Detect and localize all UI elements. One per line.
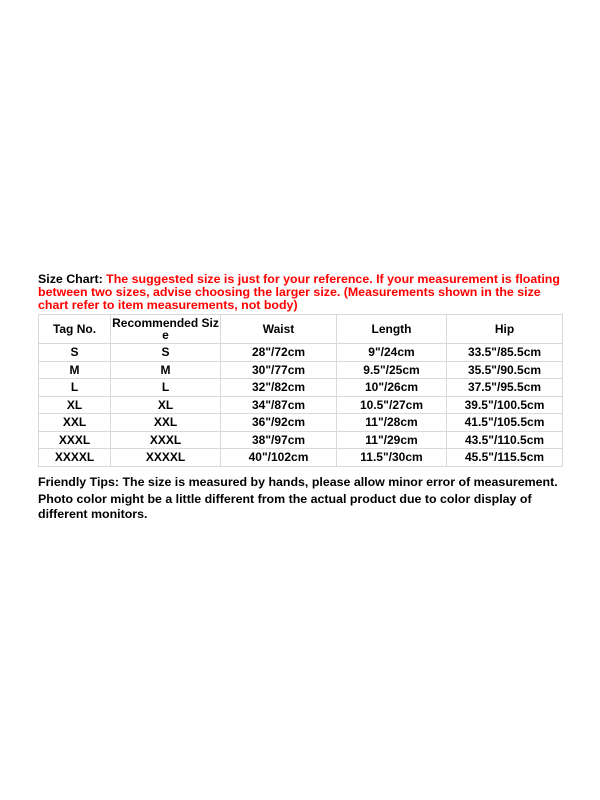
table-row <box>39 344 563 362</box>
size-chart-note: The suggested size is just for your reference. If your measurement is floating between two sizes, advise choosing the larger size. (Measurements shown in the size chart refer to item measurements, not body) <box>38 272 560 312</box>
table-row <box>39 396 563 414</box>
cell-tag-no: XXL <box>39 414 111 432</box>
header-recommended-size: Recommended Size <box>112 316 219 342</box>
cell-recommended-size: XXXXL <box>111 449 221 467</box>
size-table <box>38 314 563 467</box>
photo-color-note: Photo color might be a little different from the actual product due to color display of different monitors. <box>38 492 532 521</box>
cell-length: 11.5"/30cm <box>337 449 447 467</box>
header-length: Length <box>337 315 447 344</box>
cell-tag-no: S <box>39 344 111 362</box>
header-hip: Hip <box>447 315 563 344</box>
cell-length: 10.5"/27cm <box>337 396 447 414</box>
table-row <box>39 449 563 467</box>
cell-recommended-size: L <box>111 379 221 397</box>
cell-recommended-size: XXXL <box>111 431 221 449</box>
cell-tag-no: XXXXL <box>39 449 111 467</box>
cell-hip: 35.5"/90.5cm <box>447 361 563 379</box>
cell-recommended-size: XL <box>111 396 221 414</box>
cell-waist: 34"/87cm <box>221 396 337 414</box>
table-row <box>39 414 563 432</box>
cell-recommended-size: M <box>111 361 221 379</box>
friendly-tips: Friendly Tips: The size is measured by hands, please allow minor error of measurement. <box>38 474 558 489</box>
cell-tag-no: L <box>39 379 111 397</box>
cell-waist: 38"/97cm <box>221 431 337 449</box>
tips-section <box>38 475 562 522</box>
cell-length: 11"/28cm <box>337 414 447 432</box>
cell-recommended-size: S <box>111 344 221 362</box>
size-chart-intro <box>38 273 562 312</box>
cell-length: 11"/29cm <box>337 431 447 449</box>
cell-length: 9.5"/25cm <box>337 361 447 379</box>
cell-tag-no: XL <box>39 396 111 414</box>
table-row <box>39 431 563 449</box>
cell-waist: 40"/102cm <box>221 449 337 467</box>
size-chart-label: Size Chart: <box>38 272 107 286</box>
table-row <box>39 361 563 379</box>
cell-hip: 39.5"/100.5cm <box>447 396 563 414</box>
cell-length: 9"/24cm <box>337 344 447 362</box>
cell-tag-no: XXXL <box>39 431 111 449</box>
cell-tag-no: M <box>39 361 111 379</box>
header-waist: Waist <box>221 315 337 344</box>
cell-hip: 43.5"/110.5cm <box>447 431 563 449</box>
cell-hip: 37.5"/95.5cm <box>447 379 563 397</box>
cell-waist: 32"/82cm <box>221 379 337 397</box>
table-header-row <box>39 315 563 344</box>
cell-length: 10"/26cm <box>337 379 447 397</box>
cell-hip: 45.5"/115.5cm <box>447 449 563 467</box>
cell-waist: 36"/92cm <box>221 414 337 432</box>
size-chart-section <box>38 273 562 524</box>
table-row <box>39 379 563 397</box>
cell-hip: 41.5"/105.5cm <box>447 414 563 432</box>
cell-waist: 30"/77cm <box>221 361 337 379</box>
cell-waist: 28"/72cm <box>221 344 337 362</box>
cell-hip: 33.5"/85.5cm <box>447 344 563 362</box>
header-tag-no: Tag No. <box>39 315 111 344</box>
cell-recommended-size: XXL <box>111 414 221 432</box>
